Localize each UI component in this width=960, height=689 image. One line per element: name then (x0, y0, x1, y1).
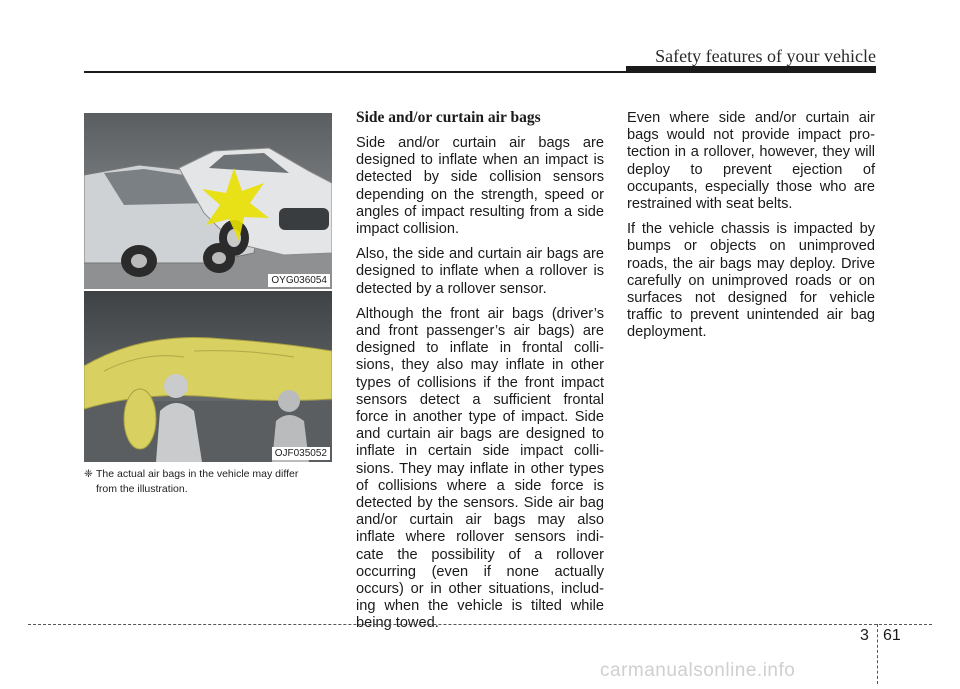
figure-code: OJF035052 (272, 447, 330, 460)
chapter-number: 3 (860, 627, 869, 644)
curtain-airbag-illustration (84, 291, 332, 462)
watermark: carmanualsonline.info (600, 660, 796, 681)
page-header-title: Safety features of your vehicle (655, 46, 876, 66)
footer-divider (877, 624, 878, 684)
middle-column (356, 109, 604, 641)
side-impact-illustration (84, 113, 332, 289)
paragraph: If the vehicle chassis is impacted by bumps or objects on unimproved roads, the air bags may deploy. Drive carefully on unimproved roads or on surfaces not designed for vehicle traffic to prevent unintended air bag deployment. (627, 221, 875, 341)
paragraph: Although the front air bags (driver’s and front passenger’s air bags) are designed to inflate in frontal colli-sions, they also may inflate in other types of collisions if the front impact sensors detect a sufficient frontal force in another type of impact. Side and curtain air bags are designed to inflate in certain side impact colli-sions. They may inflate in other types of collisions where a side force is detected by the sensors. Side air bag and/or curtain air bags may also inflate where rollover sensors indi-cate the possibility of a rollover occurring (even if none actually occurs) or in other situations, includ-ing when the vehicle is tilted while being towed. (356, 305, 604, 632)
note-mark: ❈ (84, 468, 93, 480)
figure-caption (84, 467, 334, 497)
paragraph: Even where side and/or curtain air bags would not provide impact pro-tection in a rollover, however, they will deploy to prevent ejection of occupants, especially those who are restrained with seat belts. (627, 110, 875, 213)
header-rule-accent (626, 66, 876, 73)
footer-rule (28, 624, 932, 625)
section-heading: Side and/or curtain air bags (356, 109, 541, 126)
caption-line: from the illustration. (96, 483, 188, 495)
figure-code: OYG036054 (268, 274, 330, 287)
paragraph: Side and/or curtain air bags are designed to inflate when an impact is detected by side collision sensors depending on the strength, speed or angles of impact resulting from a side impact collision. (356, 135, 604, 238)
caption-line: The actual air bags in the vehicle may differ (96, 468, 299, 480)
paragraph: Also, the side and curtain air bags are designed to inflate when a rollover is detected by a rollover sensor. (356, 246, 604, 297)
right-column (627, 110, 875, 350)
page-number: 61 (883, 627, 901, 644)
